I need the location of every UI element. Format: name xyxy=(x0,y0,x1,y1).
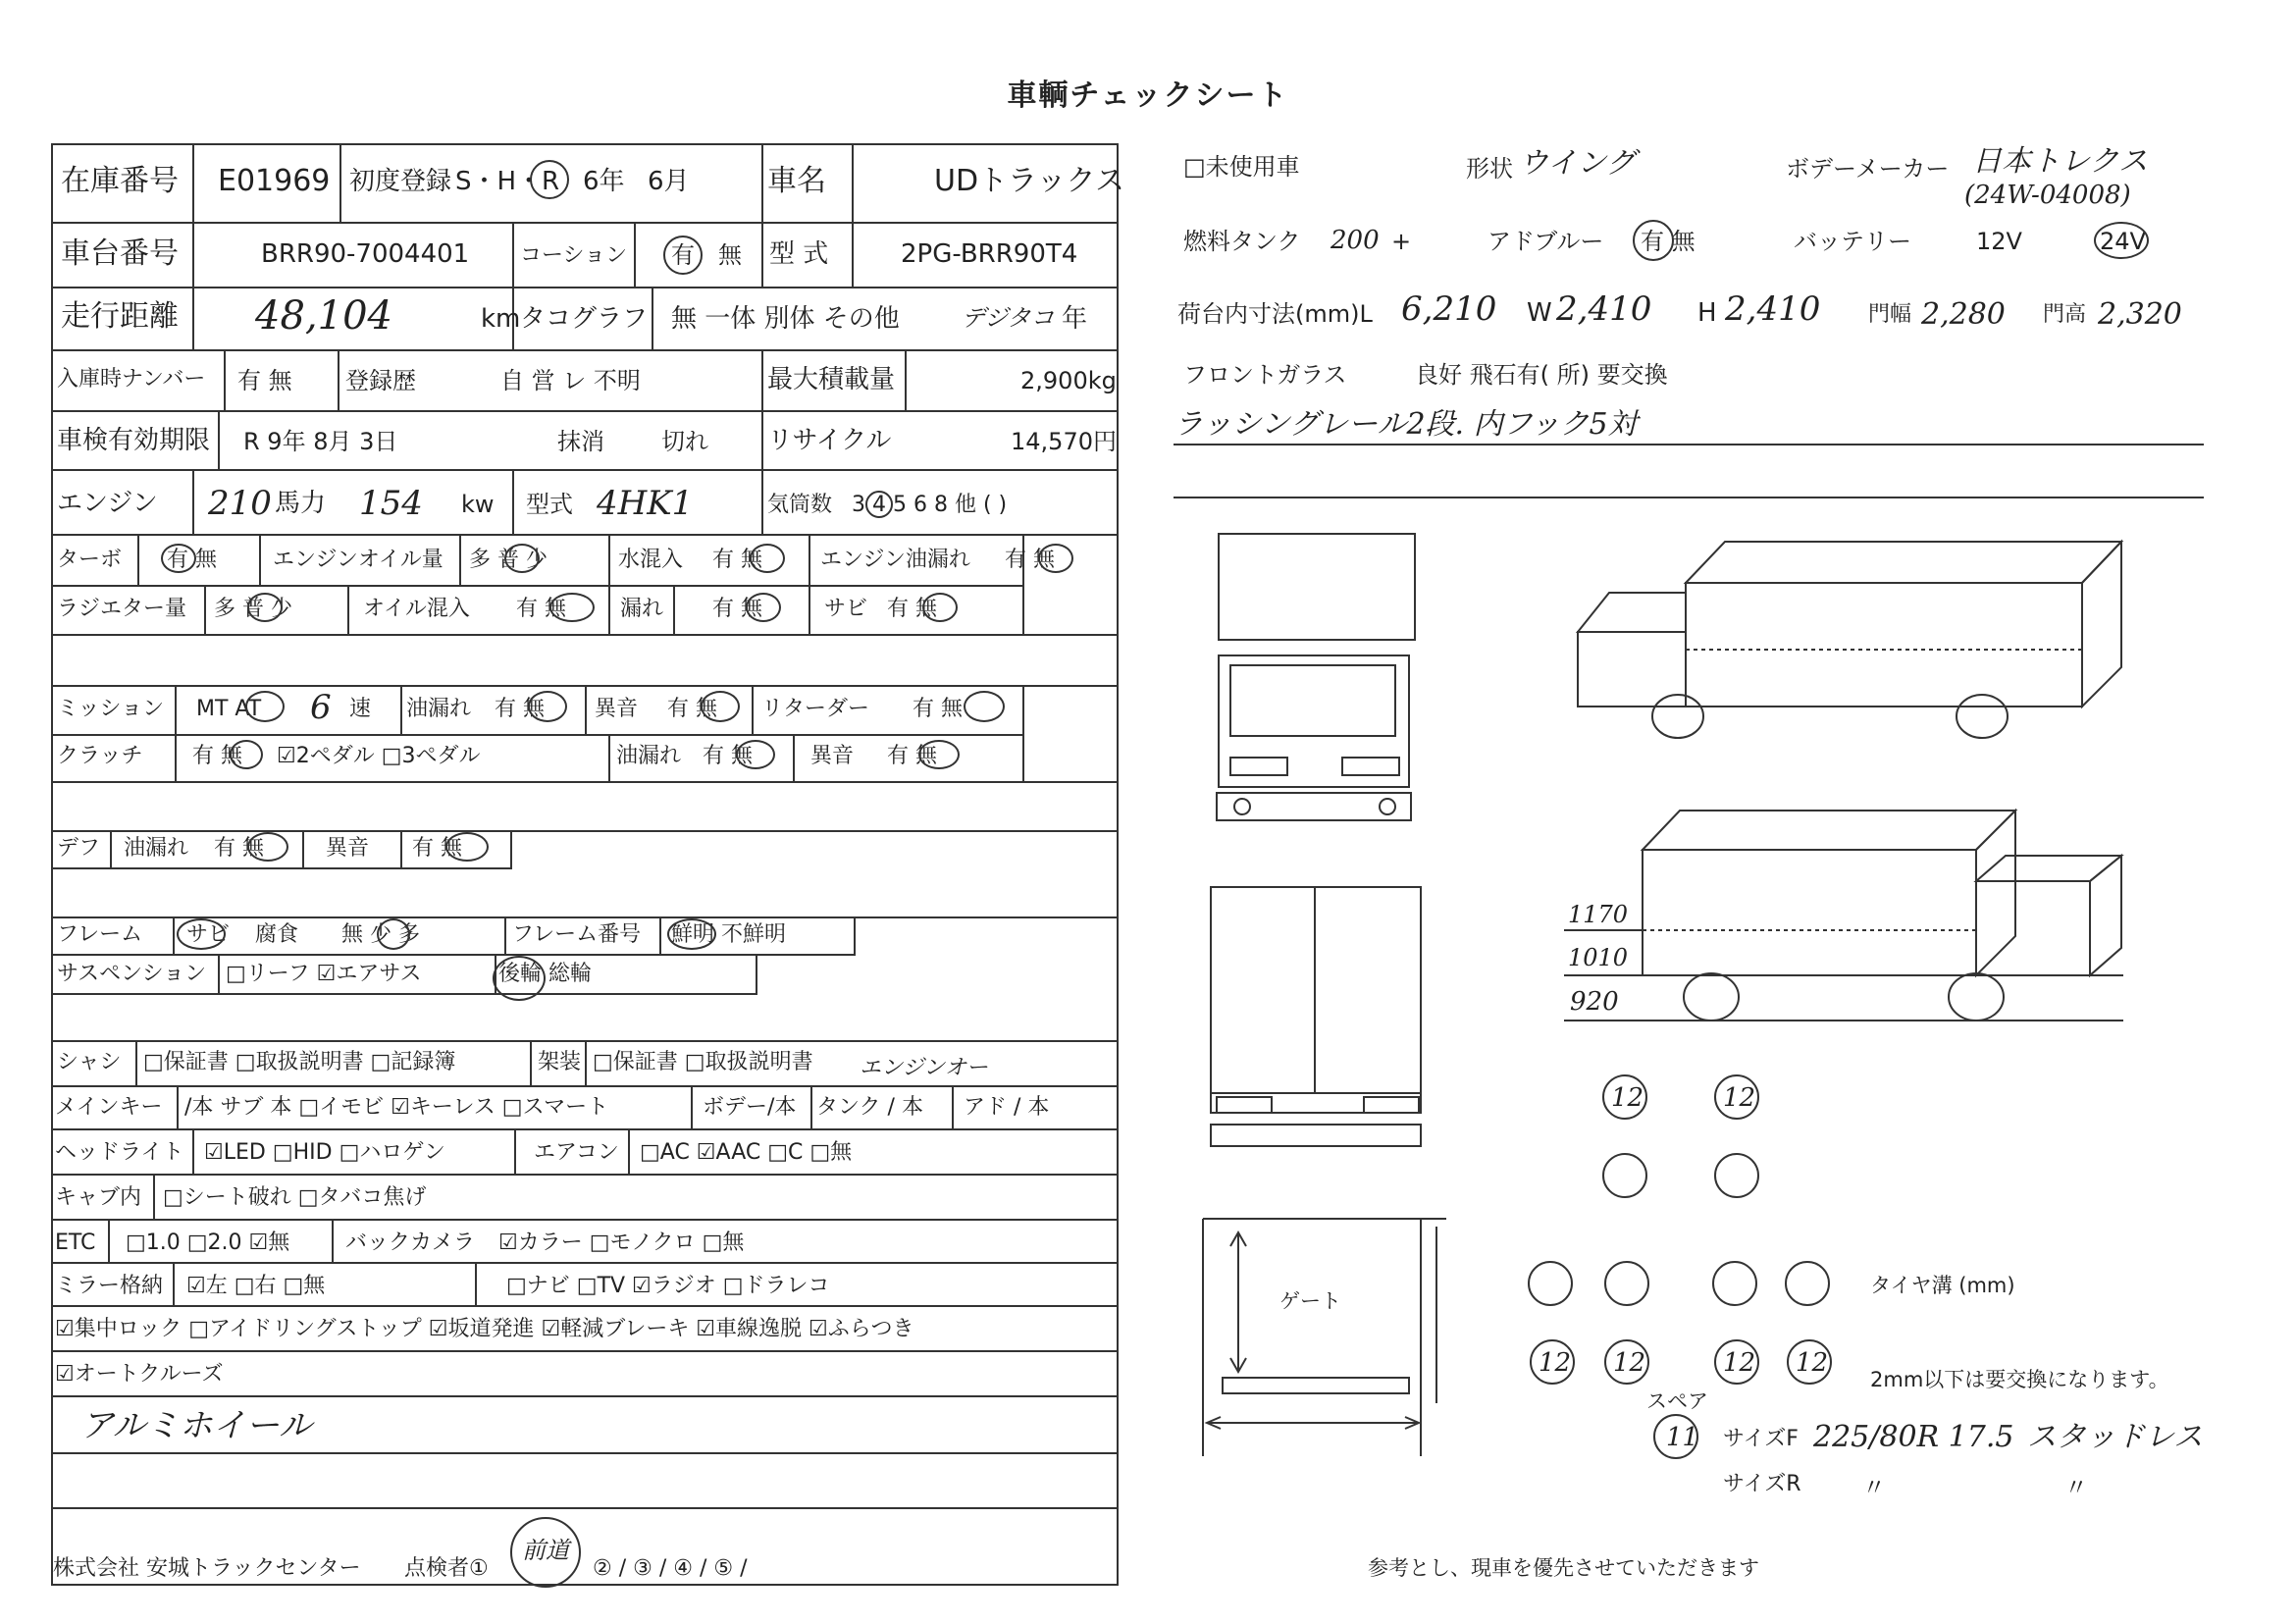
battery-24: 24V xyxy=(2100,228,2146,255)
plate-label: 入庫時ナンバー xyxy=(57,367,206,392)
water-mix-label: 水混入 xyxy=(618,548,684,572)
oil-mix-label: オイル混入 xyxy=(363,597,470,621)
tyre-rear-1: 12 xyxy=(1539,1348,1572,1378)
tacho-options: 無 一体 別体 その他 xyxy=(671,304,900,334)
engine-model-label: 型式 xyxy=(526,491,573,518)
aircon-options: □AC ☑AAC □C □無 xyxy=(640,1140,853,1165)
fuel-label: 燃料タンク xyxy=(1183,228,1301,255)
cargo-w: 2,410 xyxy=(1556,289,1652,329)
frame-label: フレーム xyxy=(57,922,143,947)
shape: ウイング xyxy=(1519,146,1636,181)
era: S・H・R xyxy=(455,167,560,196)
radiator-label: ラジエター量 xyxy=(57,597,187,621)
engine-label: エンジン xyxy=(57,489,158,518)
size-f-note: スタッドレス xyxy=(2027,1420,2204,1454)
body-equip-label: 架装 xyxy=(538,1050,582,1074)
clutch-noise-options: 有 無 xyxy=(887,744,937,768)
cylinders-label: 気筒数 xyxy=(767,493,833,517)
tyre-depth-label: タイヤ溝 (mm) xyxy=(1870,1274,2015,1297)
etc-options: □1.0 □2.0 ☑無 xyxy=(126,1230,290,1255)
model: 2PG-BRR90T4 xyxy=(901,239,1078,269)
rust-options: 有 無 xyxy=(887,597,937,621)
mission-label: ミッション xyxy=(57,697,165,721)
mission-noise-options: 有 無 xyxy=(667,697,717,721)
cancel-label: 抹消 xyxy=(557,428,604,455)
height-2: 1010 xyxy=(1568,944,1629,971)
chassis-no: BRR90-7004401 xyxy=(261,239,470,269)
mileage: 48,104 xyxy=(255,293,392,339)
mirror-options: ☑左 □右 □無 xyxy=(186,1274,326,1298)
body-maker-code: (24W-04008) xyxy=(1964,181,2131,210)
diff-noise-options: 有 無 xyxy=(412,836,462,861)
shape-label: 形状 xyxy=(1466,155,1513,183)
mt-at: MT AT xyxy=(196,697,262,721)
car-name-label: 車名 xyxy=(767,164,826,198)
windshield-label: フロントガラス xyxy=(1183,361,1347,389)
recycle: 14,570円 xyxy=(1011,428,1117,455)
features-row1: ☑集中ロック □アイドリングストップ ☑坂道発進 ☑軽減ブレーキ ☑車線逸脱 ☑ふらつき xyxy=(55,1317,914,1341)
recycle-label: リサイクル xyxy=(767,426,892,455)
oil-amount-options: 多 普 少 xyxy=(469,548,548,572)
tyre-rear-3: 12 xyxy=(1723,1348,1756,1378)
first-reg-month: 6月 xyxy=(648,167,690,196)
coating-no: 無 xyxy=(718,241,742,269)
car-name: UDトラックス xyxy=(934,164,1125,198)
diff-label: デフ xyxy=(57,836,101,861)
chassis-no-label: 車台番号 xyxy=(61,236,179,271)
inspection-label: 車検有効期限 xyxy=(57,426,211,455)
windshield-options: 良好 飛石有( 所) 要交換 xyxy=(1415,361,1668,389)
cargo-w-label: W xyxy=(1527,298,1552,328)
headlight-options: ☑LED □HID □ハロゲン xyxy=(204,1140,445,1165)
tyre-front-left: 12 xyxy=(1611,1083,1644,1113)
back-camera-options: ☑カラー □モノクロ □無 xyxy=(498,1230,745,1255)
clutch-oil-leak-options: 有 無 xyxy=(703,744,753,768)
speeds: 6 xyxy=(310,688,332,727)
spare-depth: 11 xyxy=(1666,1423,1699,1452)
battery-12: 12V xyxy=(1976,228,2022,255)
adblue-options: 有 無 xyxy=(1641,228,1696,255)
tyre-note: 2mm以下は要交換になります。 xyxy=(1870,1368,2169,1391)
door-width-label: 門幅 xyxy=(1868,302,1912,327)
body-maker: 日本トレクス xyxy=(1972,144,2149,179)
reg-history-label: 登録歴 xyxy=(345,367,416,394)
turbo-options: 有 無 xyxy=(167,548,217,572)
leak-options: 有 無 xyxy=(712,597,762,621)
audio-options: □ナビ □TV ☑ラジオ □ドラレコ xyxy=(506,1274,830,1298)
tacho-note: デジタコ xyxy=(962,304,1055,332)
mirror-label: ミラー格納 xyxy=(55,1274,164,1298)
oil-leak-engine-options: 有 無 xyxy=(1005,548,1055,572)
headlight-label: ヘッドライト xyxy=(55,1140,184,1165)
oil-mix-options: 有 無 xyxy=(516,597,566,621)
radiator-options: 多 普 少 xyxy=(214,597,292,621)
max-load-label: 最大積載量 xyxy=(767,365,896,394)
oil-leak-engine-label: エンジン油漏れ xyxy=(820,548,970,572)
first-reg-label: 初度登録 xyxy=(349,167,452,196)
clutch-pedal: ☑2ペダル □3ペダル xyxy=(277,744,481,768)
kw-label: kw xyxy=(461,491,495,518)
chassis-label: シャシ xyxy=(57,1050,122,1074)
clutch-oil-leak-label: 油漏れ xyxy=(616,744,682,768)
tacho-label: タコグラフ xyxy=(520,304,649,334)
cab-label: キャブ内 xyxy=(55,1185,142,1210)
leak-label: 漏れ xyxy=(620,597,664,621)
inspector-label: 点検者① xyxy=(404,1556,489,1581)
tacho-year: 年 xyxy=(1062,304,1088,334)
inspector-slots: ② / ③ / ④ / ⑤ / xyxy=(593,1556,748,1581)
corrosion-label: 腐食 xyxy=(255,922,299,947)
suspension-label: サスペンション xyxy=(57,962,207,986)
clutch-label: クラッチ xyxy=(57,744,143,768)
wheel-note: アルミホイール xyxy=(80,1406,312,1445)
cab-options: □シート破れ □タバコ焦げ xyxy=(163,1185,427,1210)
frame-rust: サビ xyxy=(186,922,231,947)
door-height-label: 門高 xyxy=(2043,302,2087,327)
inspector-stamp-text: 前道 xyxy=(522,1537,569,1564)
retarder-label: リターダー xyxy=(761,697,870,721)
body-maker-label: ボデーメーカー xyxy=(1786,155,1950,183)
tyre-rear-2: 12 xyxy=(1613,1348,1646,1378)
chassis-docs: □保証書 □取扱説明書 □記録簿 xyxy=(143,1050,456,1074)
mission-oil-leak-options: 有 無 xyxy=(495,697,545,721)
height-3: 920 xyxy=(1570,987,1619,1017)
gate-label: ゲート xyxy=(1279,1289,1341,1313)
turbo-label: ターボ xyxy=(57,548,123,572)
fuel: 200 xyxy=(1331,226,1380,255)
coating-yes: 有 xyxy=(671,241,695,269)
fuel-plus: + xyxy=(1391,228,1412,255)
size-r-label: サイズR xyxy=(1723,1472,1801,1496)
frame-no-label: フレーム番号 xyxy=(512,922,642,947)
etc-label: ETC xyxy=(55,1230,96,1255)
mileage-unit: km xyxy=(481,304,521,334)
adblue-key: アド / 本 xyxy=(964,1095,1050,1120)
unused-label: □未使用車 xyxy=(1183,153,1300,181)
main-key: /本 サブ 本 □イモビ ☑キーレス □スマート xyxy=(184,1095,609,1120)
company: 株式会社 安城トラックセンター xyxy=(53,1556,361,1581)
battery-label: バッテリー xyxy=(1794,228,1911,255)
main-key-label: メインキー xyxy=(55,1095,163,1120)
aircon-label: エアコン xyxy=(534,1140,619,1165)
clutch-options: 有 無 xyxy=(192,744,242,768)
retarder-options: 有 無 xyxy=(913,697,963,721)
diff-oil-leak-options: 有 無 xyxy=(214,836,264,861)
size-r-note: 〃 xyxy=(2064,1474,2088,1501)
hp-label: 馬力 xyxy=(275,489,327,518)
corrosion-options: 無 少 多 xyxy=(341,922,420,947)
page-title: 車輌チェックシート xyxy=(1007,79,1289,113)
clutch-noise-label: 異音 xyxy=(810,744,855,768)
cargo-h-label: H xyxy=(1697,298,1717,328)
rust-label: サビ xyxy=(824,597,868,621)
mission-oil-leak-label: 油漏れ xyxy=(406,697,472,721)
footer-note: 参考とし、現車を優先させていただきます xyxy=(1368,1556,1759,1580)
adblue-label: アドブルー xyxy=(1487,228,1604,255)
height-1: 1170 xyxy=(1568,901,1629,928)
mission-noise-label: 異音 xyxy=(595,697,639,721)
reg-history-options: 自 営 レ 不明 xyxy=(500,367,641,394)
back-camera-label: バックカメラ xyxy=(345,1230,476,1255)
engine-model: 4HK1 xyxy=(597,484,694,523)
door-width: 2,280 xyxy=(1921,297,2006,332)
inspection-date: R 9年 8月 3日 xyxy=(243,428,398,455)
cylinders-options: 3 4 5 6 8 他 ( ) xyxy=(852,493,1008,517)
size-f: 225/80R 17.5 xyxy=(1813,1420,2014,1454)
speeds-label: 速 xyxy=(349,697,372,721)
expired-label: 切れ xyxy=(661,428,708,455)
tyre-rear-4: 12 xyxy=(1796,1348,1829,1378)
size-f-label: サイズF xyxy=(1723,1427,1799,1451)
kw: 154 xyxy=(359,484,423,523)
engine-oh-note: エンジンオー xyxy=(860,1056,988,1080)
model-label: 型 式 xyxy=(769,239,829,269)
first-reg-year: 6年 xyxy=(583,167,625,196)
door-height: 2,320 xyxy=(2098,297,2182,332)
diff-oil-leak-label: 油漏れ xyxy=(124,836,189,861)
max-load: 2,900kg xyxy=(1020,367,1117,394)
stock-no-label: 在庫番号 xyxy=(61,164,179,198)
diff-noise-label: 異音 xyxy=(326,836,370,861)
body-docs: □保証書 □取扱説明書 xyxy=(593,1050,813,1074)
plate-options: 有 無 xyxy=(237,367,292,394)
size-r: 〃 xyxy=(1862,1474,1886,1501)
water-mix-options: 有 無 xyxy=(712,548,762,572)
coating-label: コーション xyxy=(520,243,628,268)
suspension-axle: 後輪 総輪 xyxy=(498,962,592,986)
hp: 210 xyxy=(208,484,272,523)
tyre-front-right: 12 xyxy=(1723,1083,1756,1113)
cargo-label: 荷台内寸法(mm)L xyxy=(1177,300,1373,328)
cargo-h: 2,410 xyxy=(1725,289,1821,329)
oil-amount-label: エンジンオイル量 xyxy=(273,548,444,572)
stock-no: E01969 xyxy=(218,164,331,198)
features-row2: ☑オートクルーズ xyxy=(55,1362,224,1387)
spare-label: スペア xyxy=(1646,1389,1708,1413)
body-key: ボデー/本 xyxy=(703,1095,797,1120)
mileage-label: 走行距離 xyxy=(61,299,179,334)
notes: ラッシングレール2段. 内フック5対 xyxy=(1174,407,1638,442)
cargo-l: 6,210 xyxy=(1401,289,1497,329)
suspension-options: □リーフ ☑エアサス xyxy=(226,962,422,986)
frame-no-options: 鮮明 不鮮明 xyxy=(671,922,786,947)
tank-key: タンク / 本 xyxy=(816,1095,923,1120)
